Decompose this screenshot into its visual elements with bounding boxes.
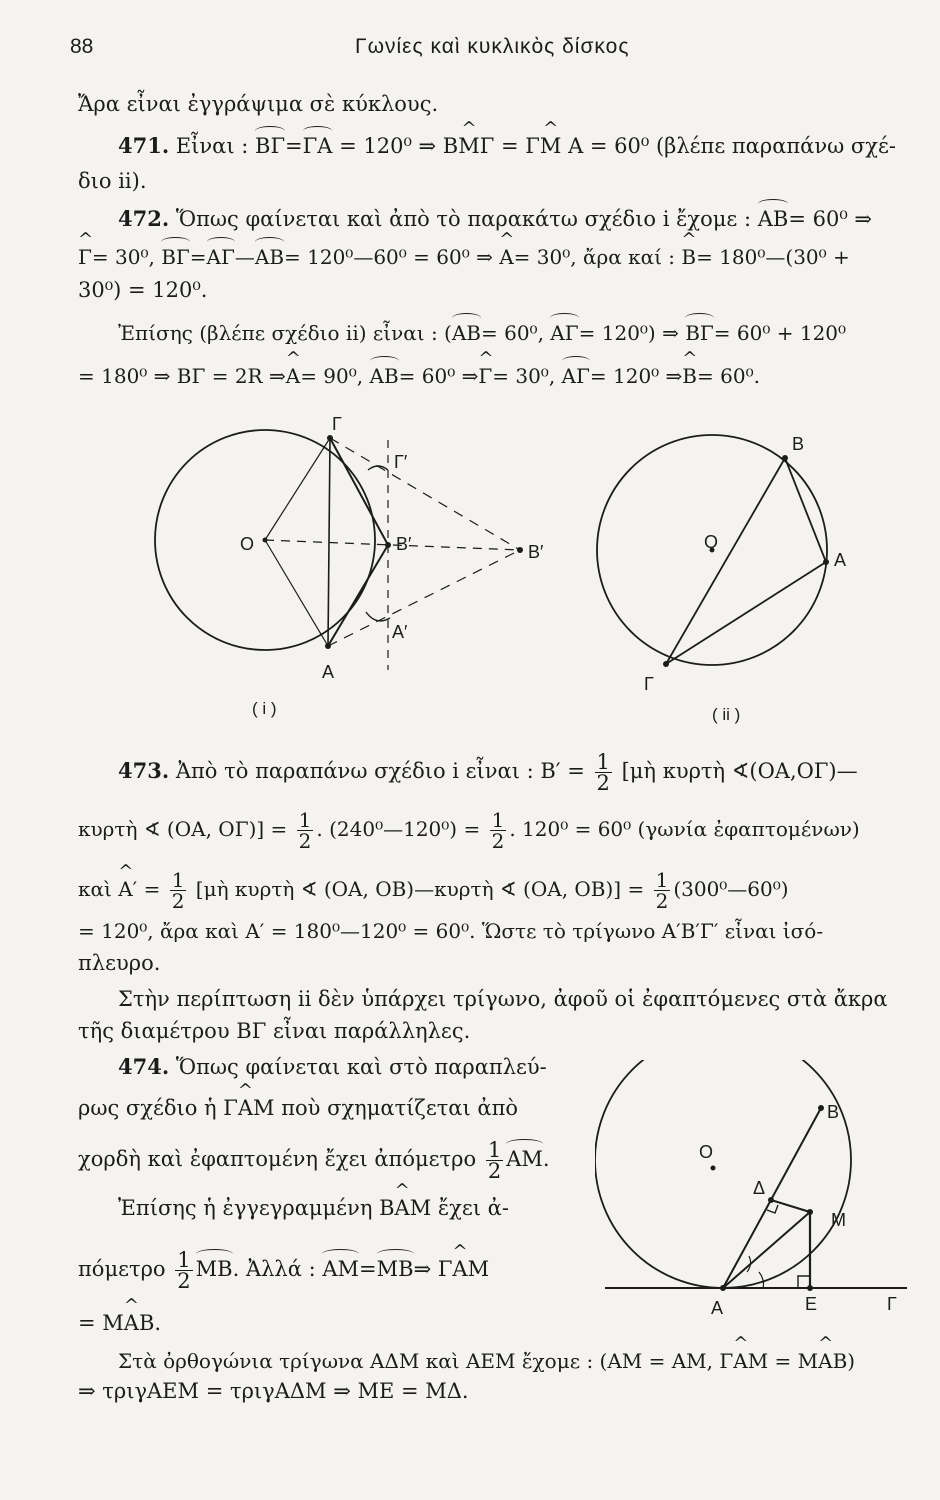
fig1-label-G: Γ: [332, 414, 342, 434]
fig3-label-G: Γ: [887, 1294, 897, 1314]
running-title: Γωνίες καὶ κυκλικὸς δίσκος: [355, 35, 630, 58]
fig3-circle: [595, 1060, 851, 1288]
fig1-label-O: Ο: [240, 534, 255, 554]
fig2-diameter-BG: [666, 458, 785, 664]
p472-line4: Ἐπίσης (βλέπε σχέδιο ii) εἶναι : (ΑΒ= 60⁰, ΑΓ= 120⁰) ⇒ ΒΓ= 60⁰ + 120⁰: [118, 321, 847, 345]
fig2-label-G: Γ: [644, 674, 654, 694]
p470-conclusion: Ἄρα εἶναι ἐγγράψιμα σὲ κύκλους.: [78, 92, 439, 116]
fig1-radius-OG: [265, 438, 330, 540]
fig3-label-D: Δ: [753, 1178, 766, 1198]
fig2-caption: ( ii ): [712, 705, 741, 724]
fig2-chord-GA: [666, 562, 826, 664]
figure-ii: [570, 420, 890, 730]
fig1-angle-arc-A: [366, 612, 390, 621]
p473-line3: καὶ ^ Α′ = $\frac{1}{2}$ [μὴ κυρτὴ ∢ (ΟΑ, ΟΒ)—κυρτὴ ∢ (ΟΑ, ΟΒ)] = $\frac{1}{2}$ (300⁰—60⁰): [78, 870, 789, 911]
p474-line5: πόμετρο $\frac{1}{2}$ ΜΒ. Ἀλλά : ΑΜ=ΜΒ⇒ Γ^ ΑΜ: [78, 1250, 489, 1291]
fig3-label-M: Μ: [831, 1210, 846, 1230]
p472-line1: 472. Ὅπως φαίνεται καὶ ἀπὸ τὸ παρακάτω σχέδιο i ἔχομε : ΑΒ= 60⁰ ⇒: [118, 206, 873, 231]
fig1-label-Ap: Α′: [392, 622, 408, 642]
fig1-caption: ( i ): [252, 699, 277, 718]
fig2-label-O: Ο: [704, 532, 719, 552]
fig3-label-E: Ε: [805, 1294, 818, 1314]
fig3-label-O: Ο: [699, 1142, 714, 1162]
page-number: 88: [70, 35, 94, 58]
fig3-label-B: Β: [827, 1102, 840, 1122]
p474-line4: Ἐπίσης ἡ ἐγγεγραμμένη Β^ ΑΜ ἔχει ἀ-: [118, 1195, 509, 1221]
p474-line8: ⇒ τριγΑΕΜ = τριγΑΔΜ ⇒ ΜΕ = ΜΔ.: [78, 1379, 469, 1403]
p471-line1: 471. Εἶναι : ΒΓ=ΓΑ = 120⁰ ⇒ Β^ ΜΓ = Γ^ Μ Α = 60⁰ (βλέπε παραπάνω σχέ-: [118, 133, 896, 159]
fig1-line-GB: [330, 438, 388, 545]
p472-line5: = 180⁰ ⇒ ΒΓ = 2R ⇒^ Α= 90⁰, ΑΒ= 60⁰ ⇒^ Γ= 30⁰, ΑΓ= 120⁰ ⇒^ Β= 60⁰.: [78, 363, 760, 389]
fig2-label-B: Β: [792, 434, 805, 454]
p474-line1: 474. Ὅπως φαίνεται καὶ στὸ παραπλεύ-: [118, 1054, 547, 1079]
p474-line2: ρως σχέδιο ἡ Γ^ ΑΜ ποὺ σχηματίζεται ἀπὸ: [78, 1095, 518, 1121]
p474-line3: χορδὴ καὶ ἐφαπτομένη ἔχει ἀπόμετρο $\frac{1}{2}$ ΑΜ.: [78, 1138, 550, 1183]
p473-line5: πλευρο.: [78, 951, 161, 975]
p473-line6: Στὴν περίπτωση ii δὲν ὑπάρχει τρίγωνο, ἀφοῦ οἱ ἐφαπτόμενες στὰ ἄκρα: [118, 987, 888, 1011]
p471-line2: διο ii).: [78, 169, 147, 193]
p472-line3: 30⁰) = 120⁰.: [78, 278, 208, 302]
p473-line7: τῆς διαμέτρου ΒΓ εἶναι παράλληλες.: [78, 1019, 471, 1043]
fig1-radius-OA: [265, 540, 328, 646]
p473-line2: κυρτὴ ∢ (ΟΑ, ΟΓ)] = $\frac{1}{2}$ . (240⁰—120⁰) = $\frac{1}{2}$ . 120⁰ = 60⁰ (γωνία ἐφαπτομένων): [78, 808, 860, 853]
fig3-angle-arc-1: [747, 1256, 751, 1272]
fig1-label-Bp: Β′: [396, 534, 412, 554]
fig3-chord-AM: [723, 1212, 810, 1288]
fig1-chord-GA: [328, 438, 330, 646]
p473-line4: = 120⁰, ἄρα καὶ Α′ = 180⁰—120⁰ = 60⁰. Ὥστε τὸ τρίγωνο Α′Β′Γ′ εἶναι ἰσό-: [78, 919, 824, 943]
p472-line2: ^ Γ= 30⁰, ΒΓ=ΑΓ—ΑΒ= 120⁰—60⁰ = 60⁰ ⇒ ^ Α= 30⁰, ἄρα καί : ^ Β= 180⁰—(30⁰ +: [78, 244, 850, 270]
figure-i: [140, 400, 580, 730]
fig3-seg-MD: [771, 1200, 810, 1212]
fig1-label-Gp: Γ′: [394, 452, 408, 472]
fig1-label-A: Α: [322, 662, 335, 682]
fig1-label-Bp2: Β′: [528, 542, 544, 562]
fig1-dashed-OB: [265, 540, 520, 550]
fig1-tangent-G: [330, 438, 520, 550]
fig2-label-A: Α: [834, 550, 847, 570]
figure-474: [595, 1060, 915, 1320]
fig3-angle-arc-2: [759, 1272, 764, 1288]
p474-line6: = Μ^ ΑΒ.: [78, 1310, 161, 1336]
p473-line1: 473. Ἀπὸ τὸ παραπάνω σχέδιο i εἶναι : Β′ = $\frac{1}{2}$ [μὴ κυρτὴ ∢(ΟΑ,ΟΓ)—: [118, 750, 858, 795]
p474-line7: Στὰ ὀρθογώνια τρίγωνα ΑΔΜ καὶ ΑΕΜ ἔχομε : (ΑΜ = ΑΜ, Γ^ ΑΜ = Μ^ ΑΒ): [118, 1348, 855, 1374]
fig3-label-A: Α: [711, 1298, 724, 1318]
fig1-line-AB: [328, 545, 388, 646]
fig1-angle-arc-G: [368, 466, 388, 470]
